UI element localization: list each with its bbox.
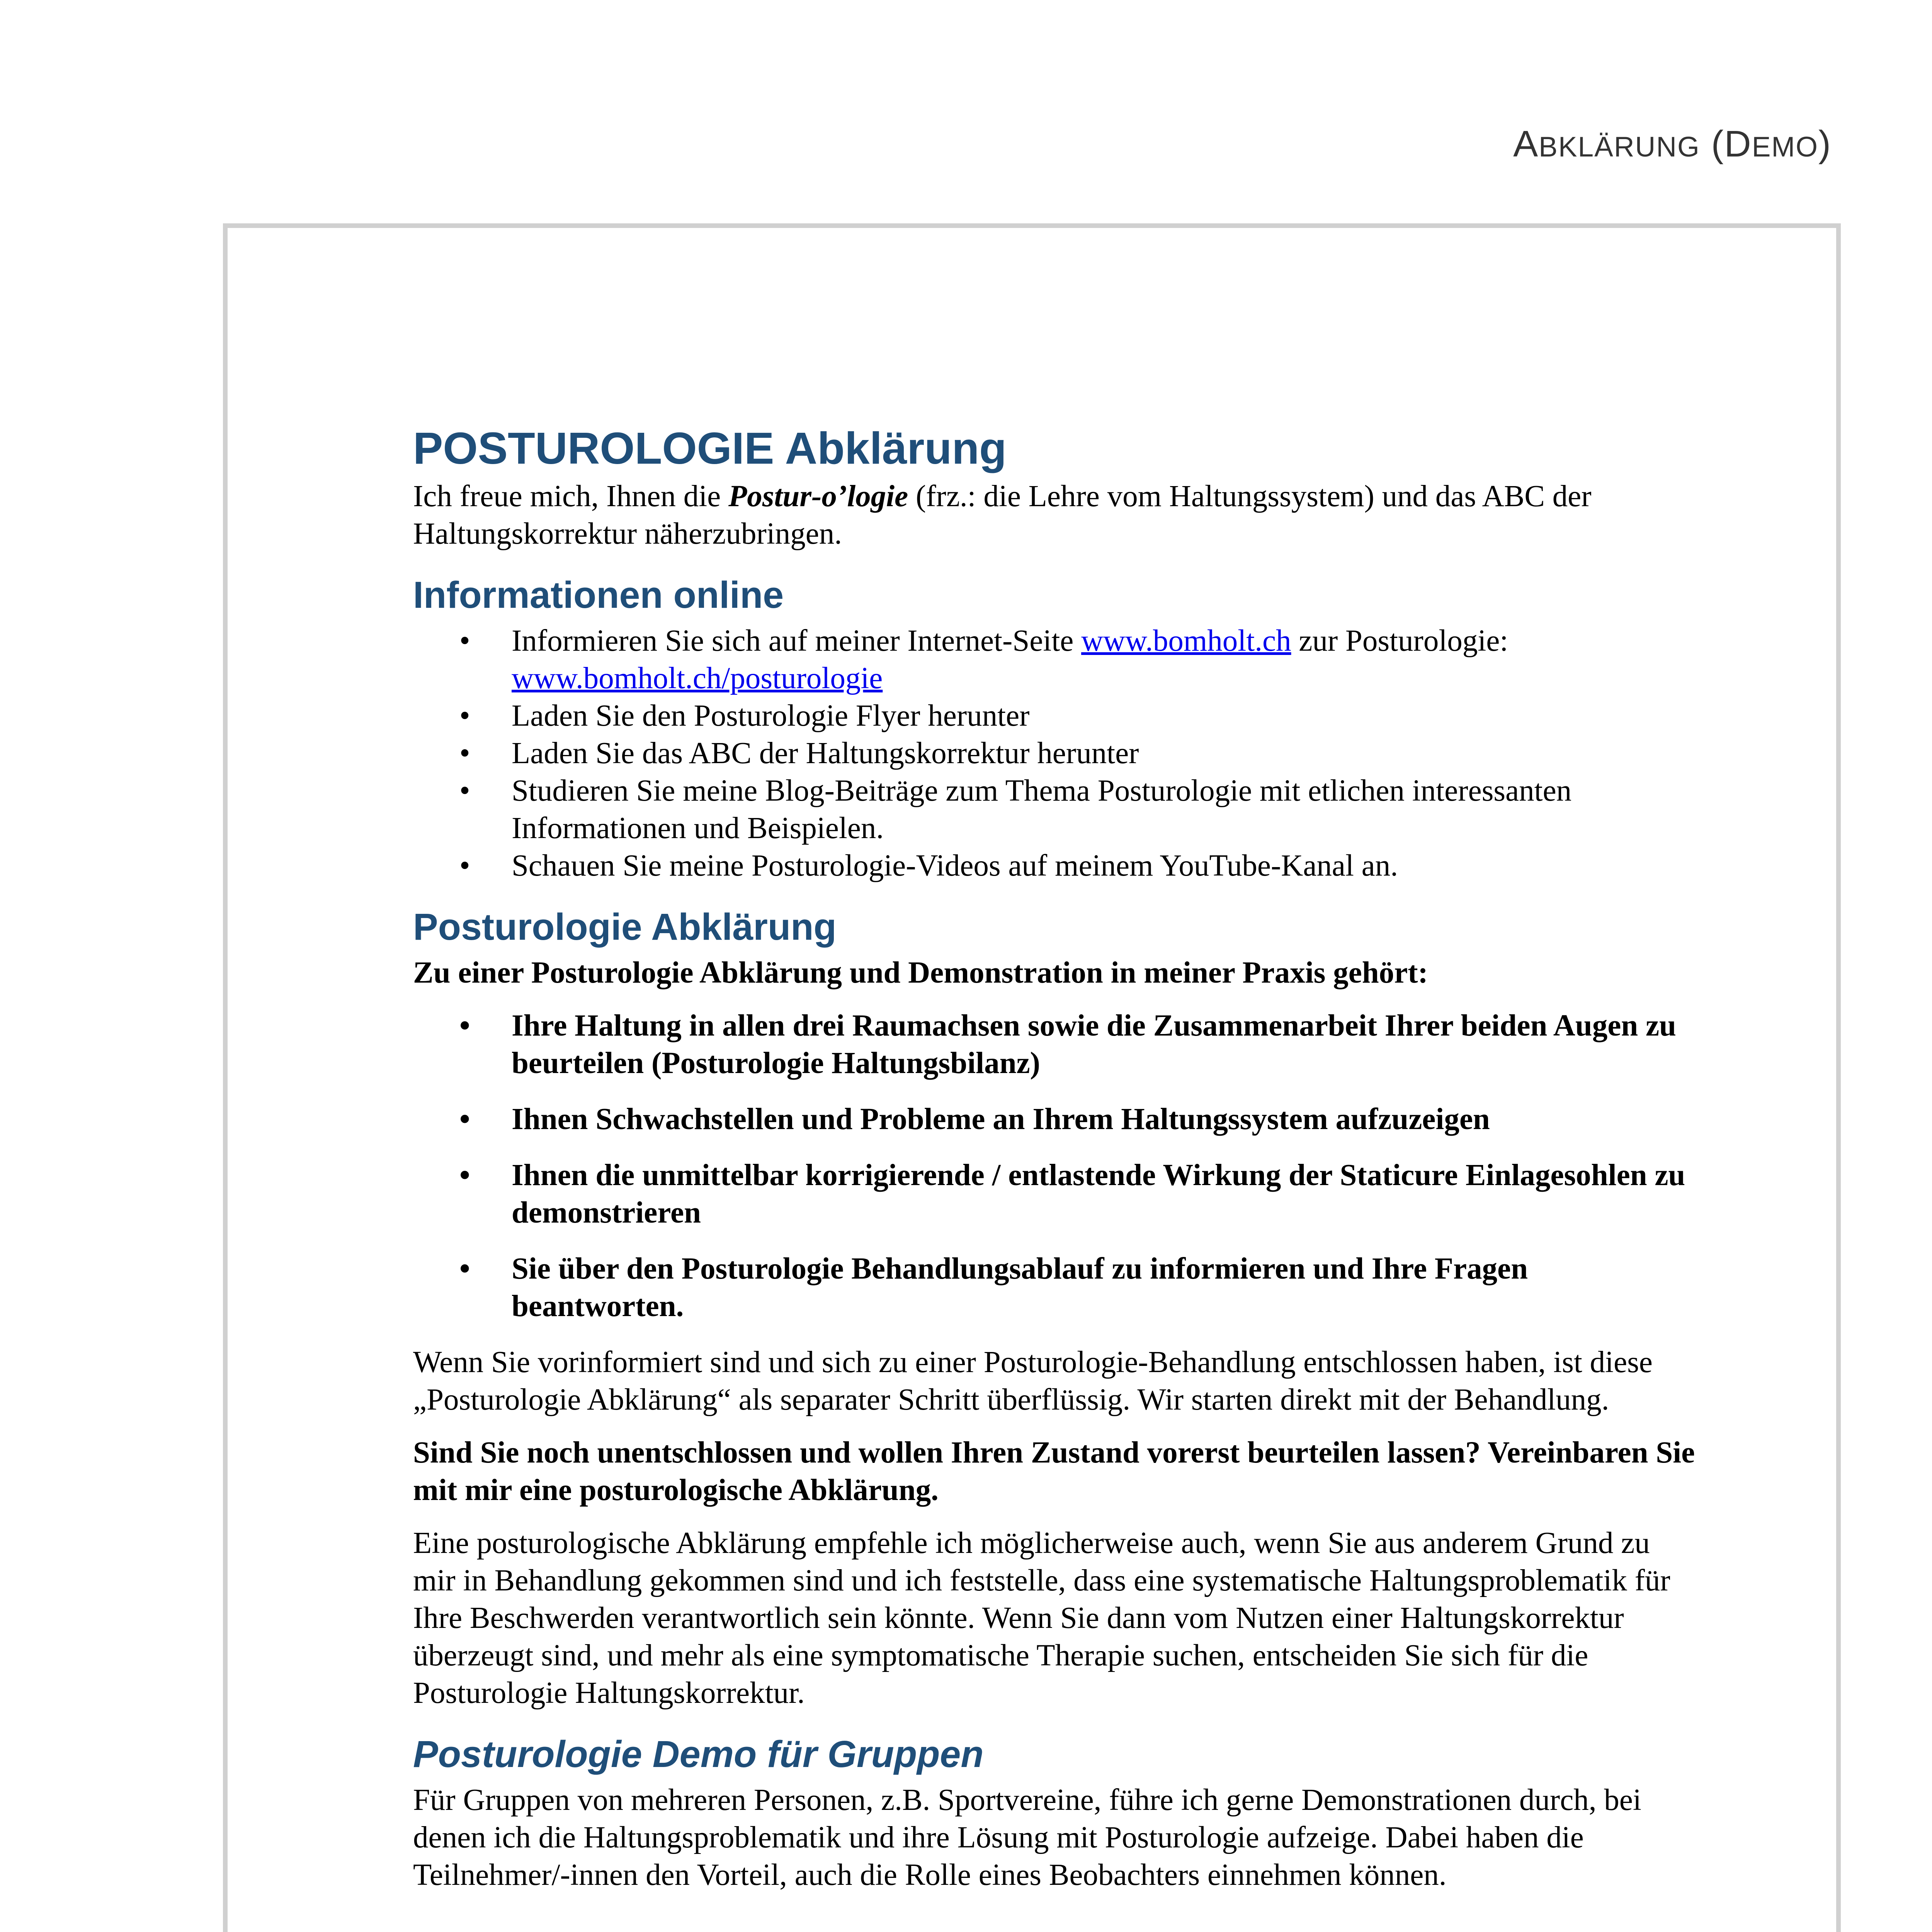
abklaerung-list [413, 1007, 1696, 1325]
list-item [413, 1007, 1696, 1082]
list-item [413, 697, 1696, 735]
abklaerung-item-2: Ihnen Schwachstellen und Probleme an Ihrem Haltungssystem aufzuzeigen [512, 1102, 1490, 1136]
online-list [413, 622, 1696, 884]
abklaerung-paragraph-1: Wenn Sie vorinformiert sind und sich zu einer Posturologie-Behandlung entschlossen haben, ist diese „Posturologie Abklärung“ als separater Schritt überflüssig. Wir starten direkt mit der Behandlung. [413, 1345, 1653, 1417]
bomholt-link[interactable]: www.bomholt.ch [1081, 624, 1291, 658]
page-title: POSTUROLOGIE Abklärung [413, 423, 1007, 473]
header-smallcaps-2: EMO [1752, 131, 1819, 163]
bullet-icon: • [459, 699, 470, 733]
online-item-5: Schauen Sie meine Posturologie-Videos auf meinem YouTube-Kanal an. [512, 849, 1398, 883]
abklaerung-item-1: Ihre Haltung in allen drei Raumachsen sowie die Zusammenarbeit Ihrer beiden Augen zu beurteilen (Posturologie Haltungsbilanz) [512, 1009, 1676, 1080]
header-initial-d: D [1724, 123, 1752, 165]
list-item [413, 735, 1696, 772]
header-smallcaps-1: BKLÄRUNG [1539, 131, 1700, 163]
bullet-icon: • [459, 624, 470, 658]
list-item [413, 1100, 1696, 1138]
heading-demo-gruppen: Posturologie Demo für Gruppen [413, 1733, 984, 1775]
bullet-icon: • [459, 1102, 470, 1136]
online-item-1-before: Informieren Sie sich auf meiner Internet-Seite [512, 624, 1082, 658]
online-item-2: Laden Sie den Posturologie Flyer herunter [512, 699, 1030, 733]
bullet-icon: • [459, 736, 470, 770]
online-item-4: Studieren Sie meine Blog-Beiträge zum Thema Posturologie mit etlichen interessanten Informationen und Beispielen. [512, 774, 1572, 845]
abklaerung-item-4: Sie über den Posturologie Behandlungsablauf zu informieren und Ihre Fragen beantworten. [512, 1252, 1528, 1323]
bullet-icon: • [459, 849, 470, 883]
header-initial-a: A [1513, 123, 1539, 165]
bullet-icon: • [459, 1009, 470, 1043]
list-item [413, 772, 1696, 847]
abklaerung-lead: Zu einer Posturologie Abklärung und Demonstration in meiner Praxis gehört: [413, 956, 1428, 990]
header-close-paren: ) [1818, 123, 1832, 165]
bullet-icon: • [459, 774, 470, 808]
page-content [413, 421, 1696, 1909]
list-item [413, 1156, 1696, 1231]
running-header [1513, 123, 1832, 165]
heading-informationen-online: Informationen online [413, 574, 784, 616]
intro-paragraph [413, 478, 1696, 553]
list-item [413, 622, 1696, 697]
abklaerung-paragraph-3: Eine posturologische Abklärung empfehle ich möglicherweise auch, wenn Sie aus anderem Grund zu mir in Behandlung gekommen sind und ich feststelle, dass eine systematische Haltungsproblematik für Ihre Beschwerden verantwortlich sein könnte. Wenn Sie dann vom Nutzen einer Haltungskorrektur überzeugt sind, und mehr als eine symptomatische Therapie suchen, entscheiden Sie sich für die Posturologie Haltungskorrektur. [413, 1526, 1670, 1710]
online-item-1-middle: zur Posturologie: [1291, 624, 1509, 658]
abklaerung-item-3: Ihnen die unmittelbar korrigierende / entlastende Wirkung der Staticure Einlagesohlen zu demonstrieren [512, 1158, 1685, 1230]
intro-before: Ich freue mich, Ihnen die [413, 480, 728, 513]
header-open-paren: ( [1700, 123, 1725, 165]
list-item [413, 1250, 1696, 1325]
demo-paragraph: Für Gruppen von mehreren Personen, z.B. Sportvereine, führe ich gerne Demonstrationen durch, bei denen ich die Haltungsproblematik und ihre Lösung mit Posturologie aufzeige. Dabei haben die Teilnehmer/-innen den Vorteil, auch die Rolle eines Beobachters einnehmen können. [413, 1783, 1641, 1892]
abklaerung-paragraph-2: Sind Sie noch unentschlossen und wollen Ihren Zustand vorerst beurteilen lassen? Vereinbaren Sie mit mir eine posturologische Abklärung. [413, 1436, 1695, 1507]
bullet-icon: • [459, 1252, 470, 1286]
intro-after: (frz.: die Lehre vom Haltungssystem) und das ABC der Haltungskorrektur näherzubringen. [413, 480, 1592, 551]
online-item-3: Laden Sie das ABC der Haltungskorrektur herunter [512, 736, 1139, 770]
bullet-icon: • [459, 1158, 470, 1192]
heading-posturologie-abklaerung: Posturologie Abklärung [413, 906, 837, 948]
intro-emphasis: Postur-o’logie [728, 480, 908, 513]
posturologie-link[interactable]: www.bomholt.ch/posturologie [512, 662, 883, 695]
list-item [413, 847, 1696, 884]
